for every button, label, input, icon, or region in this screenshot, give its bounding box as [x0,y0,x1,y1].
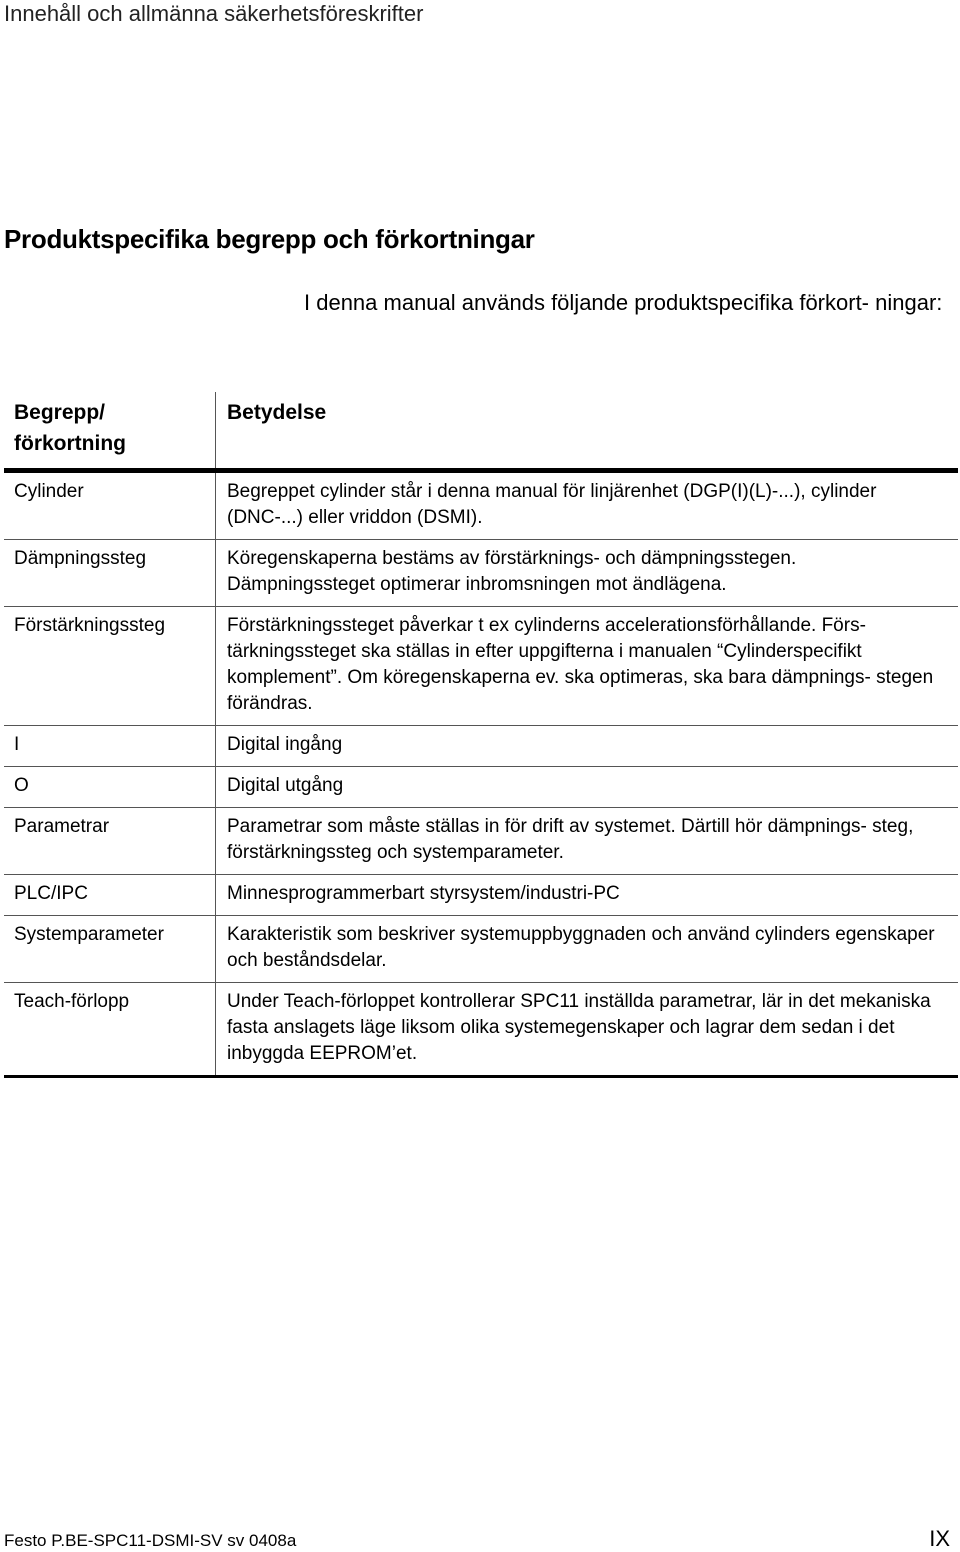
table-row [4,767,958,808]
page-number: IX [929,1526,950,1551]
terms-table [4,392,958,1078]
table-row [4,916,958,983]
term-cell: Förstärkningssteg [4,607,216,725]
intro-paragraph: I denna manual används följande produktspecifika förkort- ningar: [304,290,943,315]
table-row [4,983,958,1078]
table-row [4,540,958,607]
definition-cell: Parametrar som måste ställas in för drift av systemet. Därtill hör dämpnings- steg, förstärkningssteg och systemparameter. [227,816,914,863]
definition-cell: Förstärkningssteget påverkar t ex cylinderns accelerationsförhållande. Förs- tärkningssteget ska ställas in efter uppgifterna i manualen “Cylinderspecifikt komplement”. Om köregenskaperna ev. ska optimeras, ska bara dämpnings- stegen förändras. [227,615,934,714]
term-cell: Teach-förlopp [4,983,216,1075]
definition-cell: Minnesprogrammerbart styrsystem/industri-PC [227,883,620,904]
term-cell: O [4,767,216,807]
definition-cell: Under Teach-förloppet kontrollerar SPC11 inställda parametrar, lär in det mekaniska fasta anslagets läge liksom olika systemegenskaper och lagrar dem sedan i det inbyggda EEPROM’et. [227,991,931,1064]
term-cell: Systemparameter [4,916,216,982]
section-heading: Produktspecifika begrepp och förkortningar [4,224,535,254]
definition-cell: Digital utgång [227,775,344,796]
definition-cell: Karakteristik som beskriver systemuppbyggnaden och använd cylinders egenskaper och beståndsdelar. [227,924,935,971]
term-cell: Cylinder [4,473,216,539]
definition-cell: Digital ingång [227,734,343,755]
table-row [4,808,958,875]
table-row [4,726,958,767]
running-header: Innehåll och allmänna säkerhetsföreskrifter [4,1,424,26]
table-row [4,473,958,540]
table-row [4,607,958,726]
table-row [4,875,958,916]
term-cell: Parametrar [4,808,216,874]
definition-cell: Köregenskaperna bestäms av förstärknings- och dämpningsstegen. Dämpningssteget optimerar inbromsningen mot ändlägena. [227,548,797,595]
column-header-term: Begrepp/ förkortning [4,392,216,468]
definition-cell: Begreppet cylinder står i denna manual för linjärenhet (DGP(I)(L)-...), cylinder (DNC-...) eller vriddon (DSMI). [227,481,877,528]
term-cell: PLC/IPC [4,875,216,915]
column-header-definition: Betydelse [227,401,327,424]
footer-document-id: Festo P.BE-SPC11-DSMI-SV sv 0408a [4,1531,297,1550]
table-header-row [4,392,958,473]
term-cell: Dämpningssteg [4,540,216,606]
term-cell: I [4,726,216,766]
